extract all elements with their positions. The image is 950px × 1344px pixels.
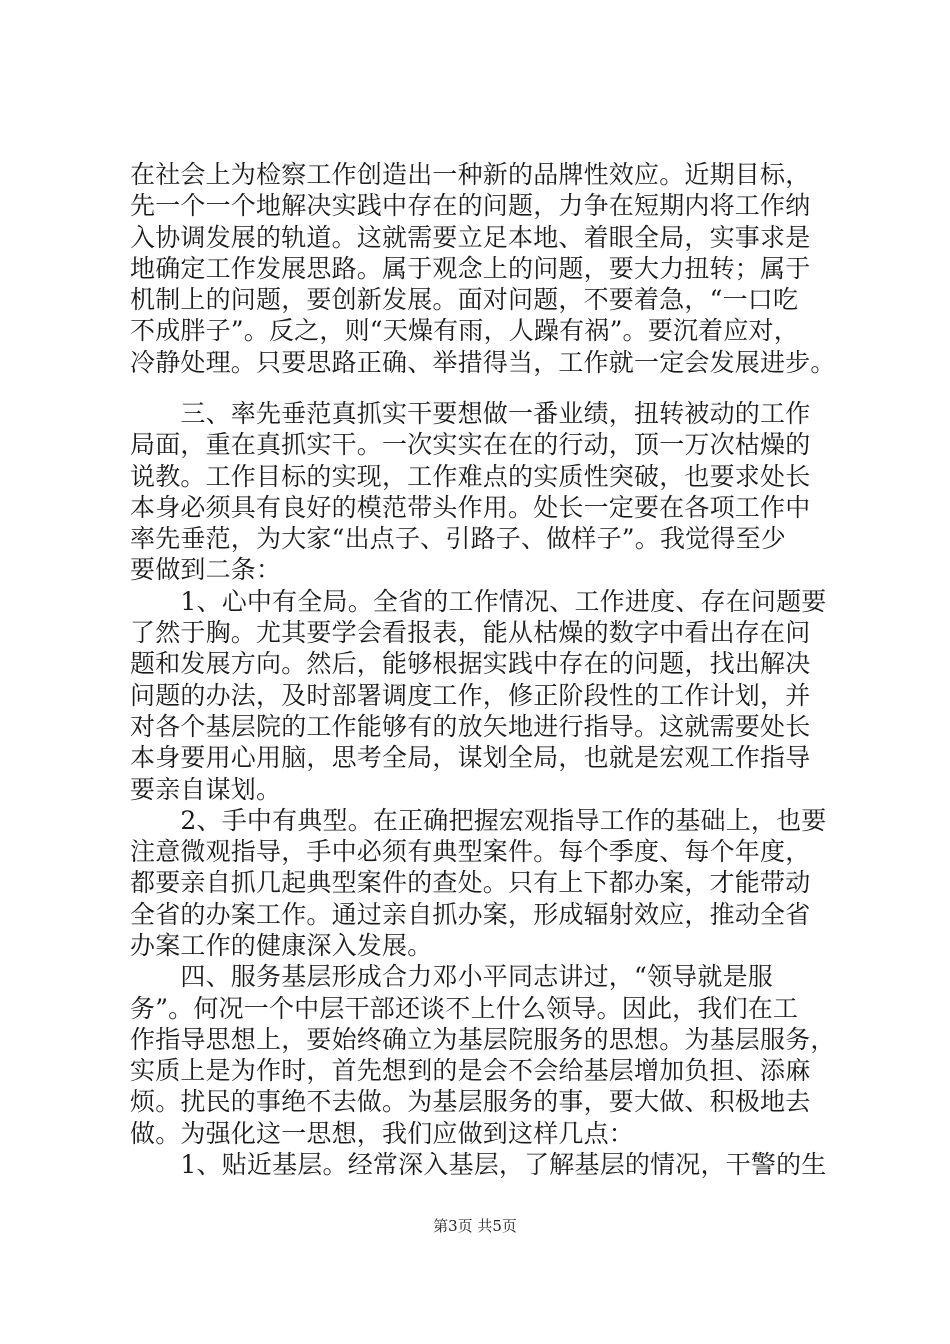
text-line: 要做到二条： bbox=[130, 555, 282, 584]
text-line: 了然于胸。尤其要学会看报表，能从枯燥的数字中看出存在问 bbox=[130, 618, 811, 647]
text-line: 做。为强化这一思想，我们应做到这样几点： bbox=[130, 1119, 635, 1148]
text-line: 说教。工作目标的实现，工作难点的实质性突破，也要求处长 bbox=[130, 462, 811, 491]
text-line: 率先垂范，为大家“出点子、引路子、做样子”。我觉得至少 bbox=[130, 524, 786, 553]
text-line: 要亲自谋划。 bbox=[130, 775, 282, 804]
text-line: 入协调发展的轨道。这就需要立足本地、着眼全局，实事求是 bbox=[130, 223, 811, 252]
page-footer: 第3页 共5页 bbox=[433, 1217, 517, 1235]
text-line: 对各个基层院的工作能够有的放矢地进行指导。这就需要处长 bbox=[130, 712, 811, 741]
text-line: 在社会上为检察工作创造出一种新的品牌性效应。近期目标， bbox=[130, 160, 811, 189]
text-line: 作指导思想上，要始终确立为基层院服务的思想。为基层服务， bbox=[130, 1025, 836, 1054]
text-line: 注意微观指导，手中必须有典型案件。每个季度、每个年度， bbox=[130, 837, 811, 866]
text-line: 本身必须具有良好的模范带头作用。处长一定要在各项工作中 bbox=[130, 493, 811, 522]
text-line: 题和发展方向。然后，能够根据实践中存在的问题，找出解决 bbox=[130, 649, 811, 678]
text-line: 机制上的问题，要创新发展。面对问题，不要着急，“一口吃 bbox=[130, 285, 799, 314]
text-line: 局面，重在真抓实干。一次实实在在的行动，顶一万次枯燥的 bbox=[130, 430, 811, 459]
text-line: 全省的办案工作。通过亲自抓办案，形成辐射效应，推动全省 bbox=[130, 900, 811, 929]
text-line: 四、服务基层形成合力邓小平同志讲过，“领导就是服 bbox=[130, 962, 773, 991]
text-line: 烦。扰民的事绝不去做。为基层服务的事，要大做、积极地去 bbox=[130, 1087, 811, 1116]
text-line: 冷静处理。只要思路正确、举措得当，工作就一定会发展进步。 bbox=[130, 348, 836, 377]
text-line: 都要亲自抓几起典型案件的查处。只有上下都办案，才能带动 bbox=[130, 868, 811, 897]
text-line: 务”。何况一个中层干部还谈不上什么领导。因此，我们在工 bbox=[130, 994, 799, 1023]
text-line: 实质上是为作时，首先想到的是会不会给基层增加负担、添麻 bbox=[130, 1056, 811, 1085]
text-line: 2、手中有典型。在正确把握宏观指导工作的基础上，也要 bbox=[130, 806, 827, 835]
text-line: 不成胖子”。反之，则“天燥有雨，人躁有祸”。要沉着应对， bbox=[130, 316, 799, 345]
text-line: 本身要用心用脑，思考全局，谋划全局，也就是宏观工作指导 bbox=[130, 743, 811, 772]
text-line: 问题的办法，及时部署调度工作，修正阶段性的工作计划，并 bbox=[130, 681, 811, 710]
text-line: 三、率先垂范真抓实干要想做一番业绩，扭转被动的工作 bbox=[130, 399, 811, 428]
text-line: 1、心中有全局。全省的工作情况、工作进度、存在问题要 bbox=[130, 587, 827, 616]
text-line: 办案工作的健康深入发展。 bbox=[130, 931, 433, 960]
text-line: 先一个一个地解决实践中存在的问题，力争在短期内将工作纳 bbox=[130, 191, 811, 220]
text-line: 1、贴近基层。经常深入基层，了解基层的情况，干警的生 bbox=[130, 1150, 827, 1179]
text-line: 地确定工作发展思路。属于观念上的问题，要大力扭转；属于 bbox=[130, 254, 811, 283]
